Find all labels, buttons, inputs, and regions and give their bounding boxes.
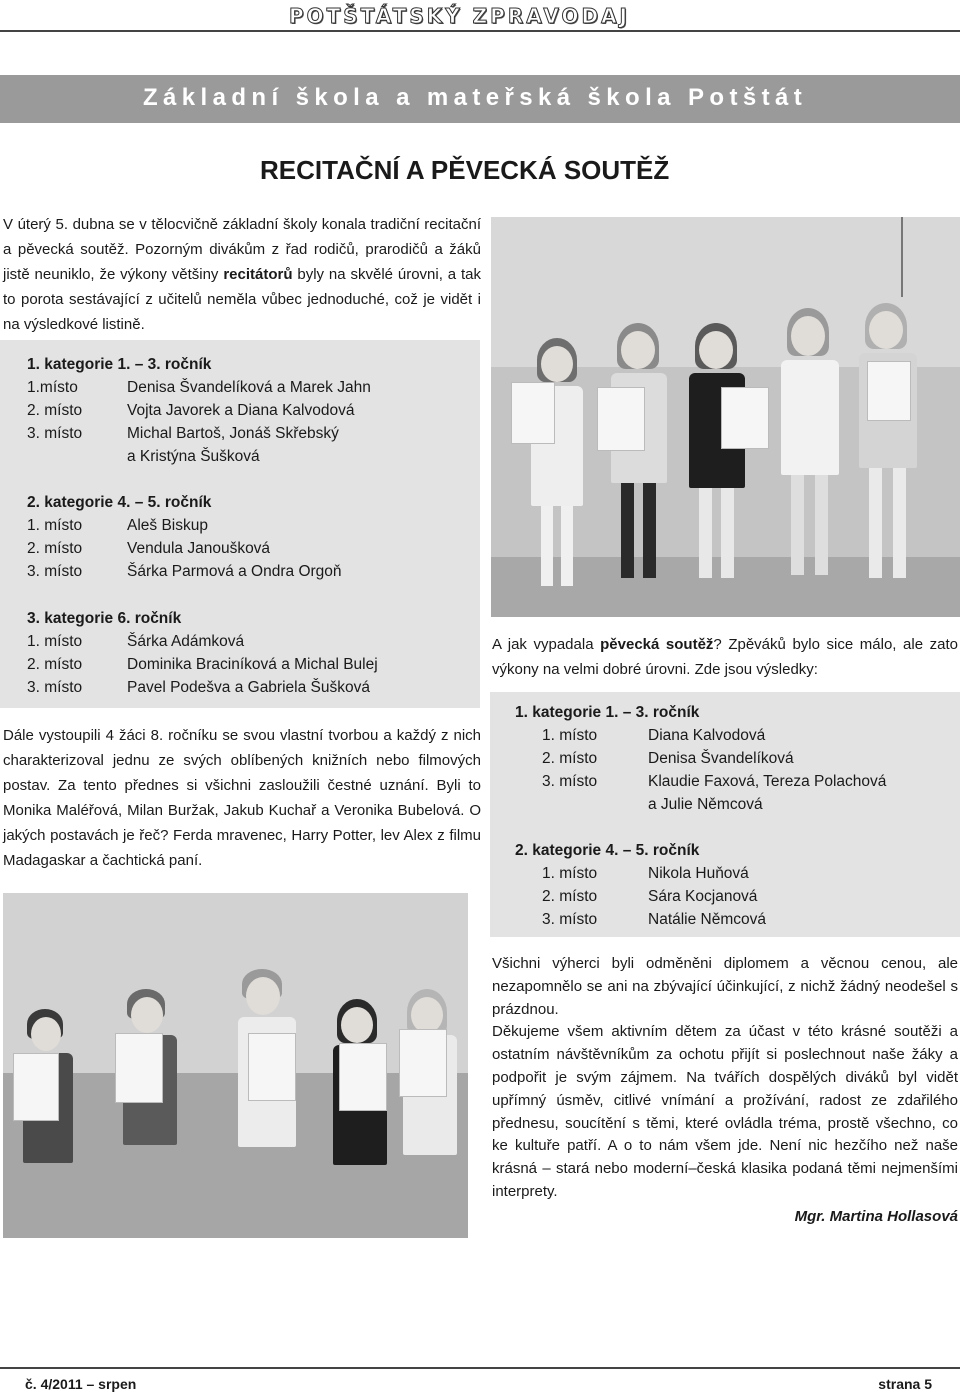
intro-paragraph [3, 212, 481, 337]
singing-text-start: A jak vypadala [492, 636, 601, 653]
result-row: 2. místo Vendula Janoušková [27, 540, 271, 557]
intro-text-end: byly na skvělé úrovni, a tak to porota sestávající z učitelů neměla vůbec jednoduché, což je vidět i na výsledkové listině. [3, 266, 481, 333]
category-heading: 1. kategorie 1. – 3. ročník [27, 356, 212, 373]
photo-girls-with-diplomas [491, 217, 960, 617]
singing-intro [492, 632, 958, 682]
result-row: 3. místo Natálie Němcová [542, 911, 767, 928]
recitation-category-2 [27, 491, 467, 583]
closing-paragraph-1: Všichni výherci byli odměněni diplomem a věcnou cenou, ale nezapomnělo se ani na zbývající účinkující, z nichž žádný neodešel s prázdnou. [492, 955, 958, 1018]
recitation-category-1 [27, 353, 467, 468]
singing-text-bold: pěvecká soutěž [600, 636, 714, 653]
result-row: 2. místo Sára Kocjanová [542, 888, 758, 905]
issue-label: č. 4/2011 – srpen [25, 1376, 137, 1392]
intro-text-bold: recitátorů [223, 266, 293, 283]
closing-paragraph-2: Děkujeme všem aktivním dětem za účast v této krásné soutěži a ostatním návštěvníkům za ochotu přijít si poslechnout naše žáky a podpořit je svým zájmem. Na tvářích dospělých diváků byl vidět upřímný úsměv, citlivé vnímání a prožívání, radost ze zdařilého přednesu, soucítění s těmi, které ovládla tréma, prostě všechno, co ke kultuře patří. A o to nám všem jde. Není nic hezčího než naše krásná – stará nebo moderní–česká klasika podaná těmi nejmenšími interprety. [492, 1023, 958, 1200]
result-row: 3. místo Šárka Parmová a Ondra Orgoň [27, 563, 342, 580]
result-row: 1. místo Diana Kalvodová [542, 727, 766, 744]
singing-category-2 [515, 839, 955, 931]
result-row: 3. místo Pavel Podešva a Gabriela Šušková [27, 679, 370, 696]
result-row: a Kristýna Šušková [127, 448, 260, 465]
header-rule [0, 30, 960, 32]
school-banner-title: Základní škola a mateřská škola Potštát [143, 84, 808, 111]
result-row: 2. místo Vojta Javorek a Diana Kalvodová [27, 402, 355, 419]
singing-category-1 [515, 701, 955, 816]
singing-text-end: ? Zpěváků bylo sice málo, ale zato výkony na velmi dobré úrovni. Zde jsou výsledky: [492, 636, 958, 678]
photo-children-with-diplomas [3, 893, 468, 1238]
others-paragraph: Dále vystoupili 4 žáci 8. ročníku se svou vlastní tvorbou a každý z nich charakterizoval jednu ze svých oblíbených knižních nebo filmových postav. Za tento přednes si všichni zasloužili čestné uznání. Byli to Monika Maléřová, Milan Buržak, Jakub Kuchař a Veronika Bubelová. O jakých postavách je řeč? Ferda mravenec, Harry Potter, lev Alex z filmu Madagaskar a čachtická paní. [3, 727, 481, 869]
footer-rule [0, 1367, 960, 1369]
result-row: 1. místo Nikola Huňová [542, 865, 749, 882]
category-heading: 2. kategorie 4. – 5. ročník [515, 842, 700, 859]
masthead-title: POTŠTÁTSKÝ ZPRAVODAJ [288, 4, 630, 28]
closing-text [492, 953, 958, 1204]
recitation-category-3 [27, 607, 467, 699]
result-row: 1.místo Denisa Švandelíková a Marek Jahn [27, 379, 371, 396]
result-row: 1. místo Aleš Biskup [27, 517, 208, 534]
category-heading: 1. kategorie 1. – 3. ročník [515, 704, 700, 721]
category-heading: 3. kategorie 6. ročník [27, 610, 182, 627]
category-heading: 2. kategorie 4. – 5. ročník [27, 494, 212, 511]
result-row: 2. místo Dominika Braciníková a Michal Bulej [27, 656, 378, 673]
article-title: RECITAČNÍ A PĚVECKÁ SOUTĚŽ [260, 155, 670, 185]
result-row: 3. místo Michal Bartoš, Jonáš Skřebský [27, 425, 339, 442]
result-row: 3. místo Klaudie Faxová, Tereza Polachová [542, 773, 887, 790]
result-row: 1. místo Šárka Adámková [27, 633, 245, 650]
author-signature: Mgr. Martina Hollasová [794, 1208, 958, 1225]
page-number: strana 5 [878, 1376, 932, 1392]
result-row: a Julie Němcová [648, 796, 763, 813]
result-row: 2. místo Denisa Švandelíková [542, 750, 794, 767]
intro-text-start: V úterý 5. dubna se v tělocvičně základní školy konala tradiční recitační a pěvecká soutěž. Pozorným divákům z řad rodičů, prarodičů a žáků jistě neuniklo, že výkony většiny [3, 216, 481, 283]
